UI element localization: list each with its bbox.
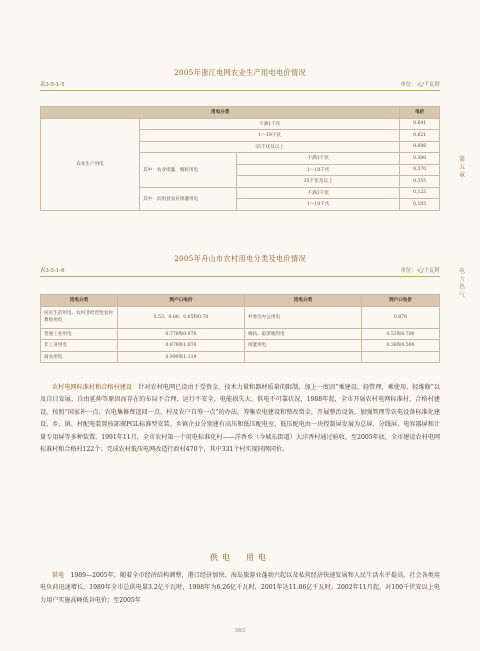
table-row	[41, 306, 440, 328]
table1-cell-price: 0.641	[400, 118, 440, 130]
table1-header-category: 用电分类	[41, 107, 400, 119]
table2-rule	[40, 276, 440, 277]
paragraph-body: 1989—2005年，随着全市经济结构调整，港口经济加快、海岛旅游业蓬勃兴起以及私营经济快速发展和人民生活水平提高，社会各类用电负荷迅速增长，1989年全市总供电量3.2亿千瓦时，1998年为6.26亿千瓦时，2001年达11.86亿千瓦时。2002年11月起，对100千伏安以上电力用户实施高峰低谷电价；至2005年	[40, 572, 441, 604]
table1-cell-price: 0.390	[400, 153, 440, 165]
table2-header-price: 到户口电价	[118, 295, 245, 307]
table1-cell-label: 1～10千伏	[237, 164, 400, 176]
table2-cell: 0.778和0.978	[118, 328, 245, 340]
table1-cell-price: 0.123	[400, 187, 440, 199]
side-topic-label: 电力 热气	[458, 268, 472, 299]
table1-sub2-label: 其中：贫困县农业排灌用电	[140, 187, 237, 210]
table-row	[41, 328, 440, 340]
side-chapter-label: 第五章	[458, 156, 465, 179]
table2-cell: 排灌用电	[245, 340, 362, 352]
table2-header-price-2: 到户口电价	[362, 295, 440, 307]
table1-title: 2005年浙江电网农业生产用电电价情况	[174, 68, 306, 77]
table1-rule	[40, 90, 440, 91]
table1-cell-label: 不满1千伏	[237, 187, 400, 199]
table1-header-price: 电价	[400, 107, 440, 119]
table1-cell-price: 0.103	[400, 199, 440, 211]
table2-cell: 梅轨、取茶脱用电	[245, 328, 362, 340]
table2-title: 2005年舟山市农村用电分类及电价情况	[174, 254, 306, 263]
table1-cell-label: 1～10千伏	[140, 130, 400, 142]
table2-cell: 普通工业用电	[41, 328, 118, 340]
table2-cell: 0.38和0.500	[362, 340, 440, 352]
table2-cell: 0.878和1.078	[118, 340, 245, 352]
table1-unit: 单位：元/千瓦时	[400, 82, 440, 88]
table2-cell: 0.53、0.60、0.65和0.70	[118, 306, 245, 328]
table2-cell: 居民生活用电、农村非经营性农村教师用电	[41, 306, 118, 328]
table2-unit: 单位：元/千瓦时	[400, 268, 440, 274]
paragraph-power-supply	[40, 570, 440, 607]
page-number: 563	[234, 628, 246, 634]
table2-cell: 村委会办公用电	[245, 306, 362, 328]
table1-cell-label: 35千伏及以上	[237, 176, 400, 188]
paragraph-heading: 供电	[52, 572, 65, 579]
table1-cell-price: 0.606	[400, 141, 440, 153]
table2-code: 表3-5-1-6	[40, 268, 65, 274]
table-row	[41, 340, 440, 352]
table2-cell	[362, 351, 440, 363]
table-row	[41, 118, 440, 130]
table2-cell	[245, 351, 362, 363]
table1-sub1-label: 其中：农业排灌、脱粒用电	[140, 153, 237, 188]
table2	[40, 294, 440, 363]
table1-group-label: 农业生产用电	[41, 118, 140, 210]
table1-cell-price: 0.621	[400, 130, 440, 142]
table1-cell-label: 1～10千伏	[237, 199, 400, 211]
table2-header-category: 用电分类	[41, 295, 118, 307]
table2-cell: 0.53和0.700	[362, 328, 440, 340]
table2-header-category-2: 用电分类	[245, 295, 362, 307]
table-row	[41, 351, 440, 363]
table1-code: 表3-5-1-5	[40, 82, 65, 88]
table2-cell: 商业用电	[41, 351, 118, 363]
table2-cell: 非工业用电	[41, 340, 118, 352]
table1-cell-price: 0.355	[400, 176, 440, 188]
table1	[40, 106, 440, 211]
table2-cell: 0.878	[362, 306, 440, 328]
paragraph-rural-grid	[40, 382, 440, 456]
table1-cell-label: 35千伏及以上	[140, 141, 400, 153]
table2-cell: 0.999和1.119	[118, 351, 245, 363]
section-heading: 供电 用电	[210, 553, 270, 562]
paragraph-heading: 农村电网标准村和合格村建设	[52, 384, 133, 391]
paragraph-body: 针对农村电网已设由于受资金、技术力量和器材质量的限制，加上一度因“乘建设、轻管理，乘使用、轻维修”以及自目发展、自由延伸等原因而存在的布局不合理、运行不安全、电能损失大、供电不可靠状况，1988年起，全市开展农村电网标准村、合格村建设。按照“国家补一点、农电集修费返回一点、村及农户自筹一点”的办法，筹集农电建设和整改资金，开展整治设备、加强管理等农电设备标准化建设，乡、镇、村配电装置按部颁PGL标准型安装。乡镇企业分别建有高压和低压配电室，低压配电由一块控制屏发展为总屏、分线屏、电容器屏和计量专用屏等多种装置。1991年11月，全市农村第一个用电标准化村——洋香乡（今城东街道）大洋香村通过验收。至2005年底，全市建设农村电网标准村和合格村122个；完成农村低压电网改造行政村470个，其中331个村实现同网同价。	[40, 384, 441, 454]
table1-cell-label: 不满1千伏	[140, 118, 400, 130]
table1-cell-label: 不满1千伏	[237, 153, 400, 165]
table1-cell-price: 0.370	[400, 164, 440, 176]
